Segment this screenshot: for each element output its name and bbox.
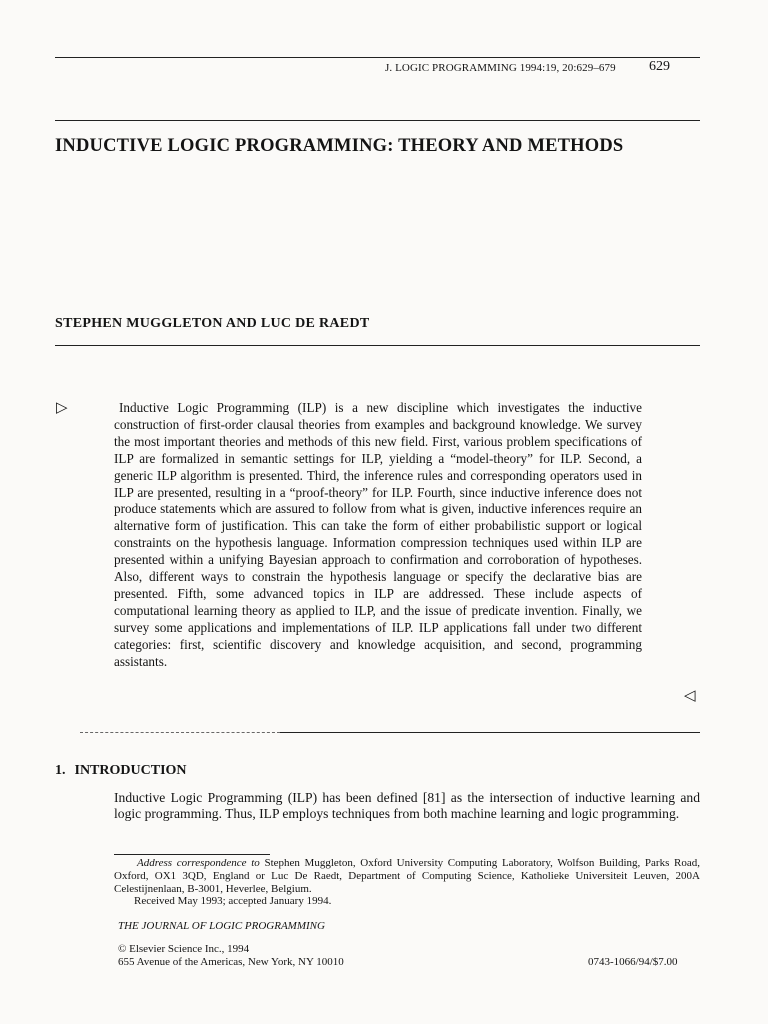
abstract-text: Inductive Logic Programming (ILP) is a new discipline which investigates the inductive construction of first-order clausal theories from examples and background knowledge. We survey the most important theories and methods of this new field. First, various problem specifications of ILP are formalized in semantic settings for ILP, yielding a “model-theory” for ILP. Second, a generic ILP algorithm is presented. Third, the inference rules and corresponding operators used in ILP are presented, resulting in a “proof-theory” for ILP. Fourth, since inductive inference does not produce statements which are assured to follow from what is given, inductive inferences require an alternative form of justification. This can take the form of either probabilistic support or logical constraints on the hypothesis language. Information compression techniques used within ILP are presented within a unifying Bayesian approach to confirmation and corroboration of hypotheses. Also, different ways to constrain the hypothesis language or specify the declarative bias are presented. Fifth, some advanced topics in ILP are addressed. These include aspects of computational learning theory as applied to ILP, and the issue of predicate invention. Finally, we survey some applications and implementations of ILP. ILP applications fall under two different categories: first, scientific discovery and knowledge acquisition, and second, programming assistants. bbox=[114, 400, 642, 669]
paper-title: INDUCTIVE LOGIC PROGRAMMING: THEORY AND METHODS bbox=[55, 136, 624, 156]
header-bottom-rule bbox=[55, 120, 700, 121]
abstract-separator-dashed bbox=[80, 732, 280, 733]
issn-price: 0743-1066/94/$7.00 bbox=[588, 956, 678, 968]
authors-rule bbox=[55, 345, 700, 346]
journal-name: THE JOURNAL OF LOGIC PROGRAMMING bbox=[118, 920, 325, 932]
publisher-address: 655 Avenue of the Americas, New York, NY 10010 bbox=[118, 956, 344, 968]
running-head: J. LOGIC PROGRAMMING 1994:19, 20:629–679 bbox=[385, 62, 616, 74]
abstract-end-marker-icon: ◁ bbox=[684, 688, 696, 704]
authors: STEPHEN MUGGLETON AND LUC DE RAEDT bbox=[55, 316, 370, 331]
page-number: 629 bbox=[649, 59, 670, 74]
section-title: INTRODUCTION bbox=[74, 763, 187, 778]
abstract-start-marker-icon: ▷ bbox=[56, 400, 68, 416]
footnote-address bbox=[114, 857, 700, 896]
abstract-separator-rule bbox=[280, 732, 700, 733]
section-body: Inductive Logic Programming (ILP) has been defined [81] as the intersection of inductive learning and logic programming. Thus, ILP employs techniques from both machine learning and logic programming. bbox=[114, 790, 700, 821]
footnote-address-text: Stephen Muggleton, Oxford University Computing Laboratory, Wolfson Building, Parks Road, Oxford, OX1 3QD, England or Luc De Raedt, Department of Computing Science, Katholieke Universiteit Leuven, 200A Celestijnenlaan, B-3001, Heverlee, Belgium. bbox=[114, 857, 700, 895]
header-top-rule bbox=[55, 57, 700, 58]
copyright-line: © Elsevier Science Inc., 1994 bbox=[118, 943, 250, 955]
section-heading bbox=[55, 763, 187, 779]
section-number: 1. bbox=[55, 763, 66, 778]
footnote-address-label: Address correspondence to bbox=[137, 857, 260, 869]
publisher-block bbox=[118, 943, 344, 969]
footnote-received: Received May 1993; accepted January 1994. bbox=[134, 895, 332, 907]
footnote-rule bbox=[114, 854, 270, 855]
